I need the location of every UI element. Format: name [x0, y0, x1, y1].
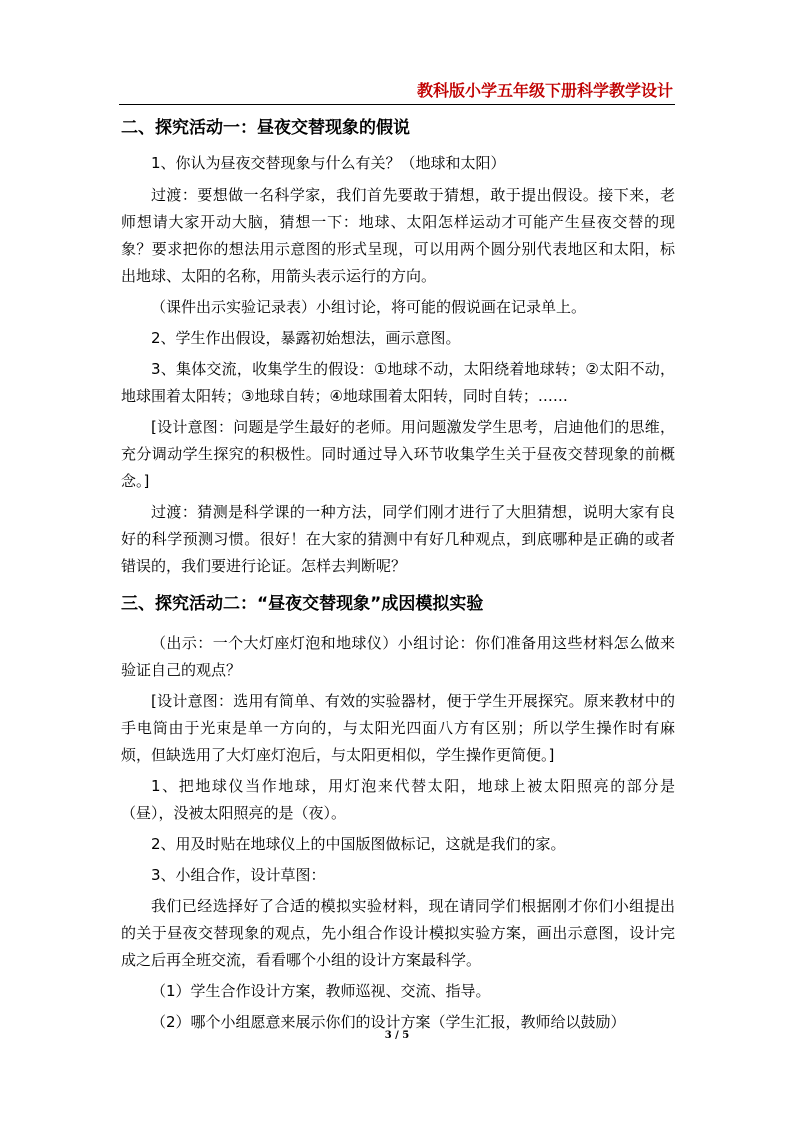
paragraph: （出示：一个大灯座灯泡和地球仪）小组讨论：你们准备用这些材料怎么做来验证自己的观点？: [121, 634, 675, 679]
paragraph: （课件出示实验记录表）小组讨论，将可能的假说画在记录单上。: [151, 298, 587, 316]
paragraph: 过渡：要想做一名科学家，我们首先要敢于猜想，敢于提出假设。接下来，老师想请大家开动大脑，猜想一下：地球、太阳怎样运动才可能产生昼夜交替的现象？要求把你的想法用示意图的形式呈现，可以用两个圆分别代表地区和太阳，标出地球、太阳的名称，用箭头表示运行的方向。: [121, 186, 675, 285]
header-divider: [119, 104, 675, 105]
paragraph: 我们已经选择好了合适的模拟实验材料，现在请同学们根据刚才你们小组提出的关于昼夜交替现象的观点，先小组合作设计模拟实验方案，画出示意图，设计完成之后再全班交流，看看哪个小组的设计方案最科学。: [121, 897, 675, 969]
paragraph: （1）学生合作设计方案，教师巡视、交流、指导。: [151, 982, 491, 1000]
paragraph: 3、小组合作，设计草图：: [151, 866, 326, 884]
paragraph: [设计意图：问题是学生最好的老师。用问题激发学生思考，启迪他们的思维，充分调动学生探究的积极性。同时通过导入环节收集学生关于昼夜交替现象的前概念。]: [121, 418, 675, 490]
paragraph: 1、把地球仪当作地球，用灯泡来代替太阳，地球上被太阳照亮的部分是（昼），没被太阳照亮的是（夜）。: [121, 777, 675, 822]
paragraph: 过渡：猜测是科学课的一种方法，同学们刚才进行了大胆猜想，说明大家有良好的科学预测习惯。很好！在大家的猜测中有好几种观点，到底哪种是正确的或者错误的，我们要进行论证。怎样去判断呢？: [121, 503, 675, 575]
paragraph: 2、学生作出假设，暴露初始想法，画示意图。: [151, 329, 461, 347]
header-title: 教科版小学五年级下册科学教学设计: [416, 81, 673, 100]
paragraph: 2、用及时贴在地球仪上的中国版图做标记，这就是我们的家。: [151, 835, 566, 853]
paragraph: 1、你认为昼夜交替现象与什么有关？（地球和太阳）: [151, 154, 506, 172]
paragraph: [设计意图：选用有简单、有效的实验器材，便于学生开展探究。原来教材中的手电筒由于光束是单一方向的，与太阳光四面八方有区别；所以学生操作时有麻烦，但缺选用了大灯座灯泡后，与太阳更相似，学生操作更简便。]: [121, 692, 675, 764]
section-heading: 二、探究活动一：昼夜交替现象的假说: [121, 118, 410, 138]
document-body: [121, 113, 675, 1036]
page-number: 3 / 5: [384, 1030, 410, 1041]
section-heading: 三、探究活动二：“昼夜交替现象”成因模拟实验: [121, 594, 484, 614]
paragraph: 3、集体交流，收集学生的假设：①地球不动，太阳绕着地球转；②太阳不动，地球围着太阳转；③地球自转；④地球围着太阳转，同时自转；……: [121, 360, 675, 405]
paragraph: （2）哪个小组愿意来展示你们的设计方案（学生汇报，教师给以鼓励）: [151, 1013, 626, 1031]
